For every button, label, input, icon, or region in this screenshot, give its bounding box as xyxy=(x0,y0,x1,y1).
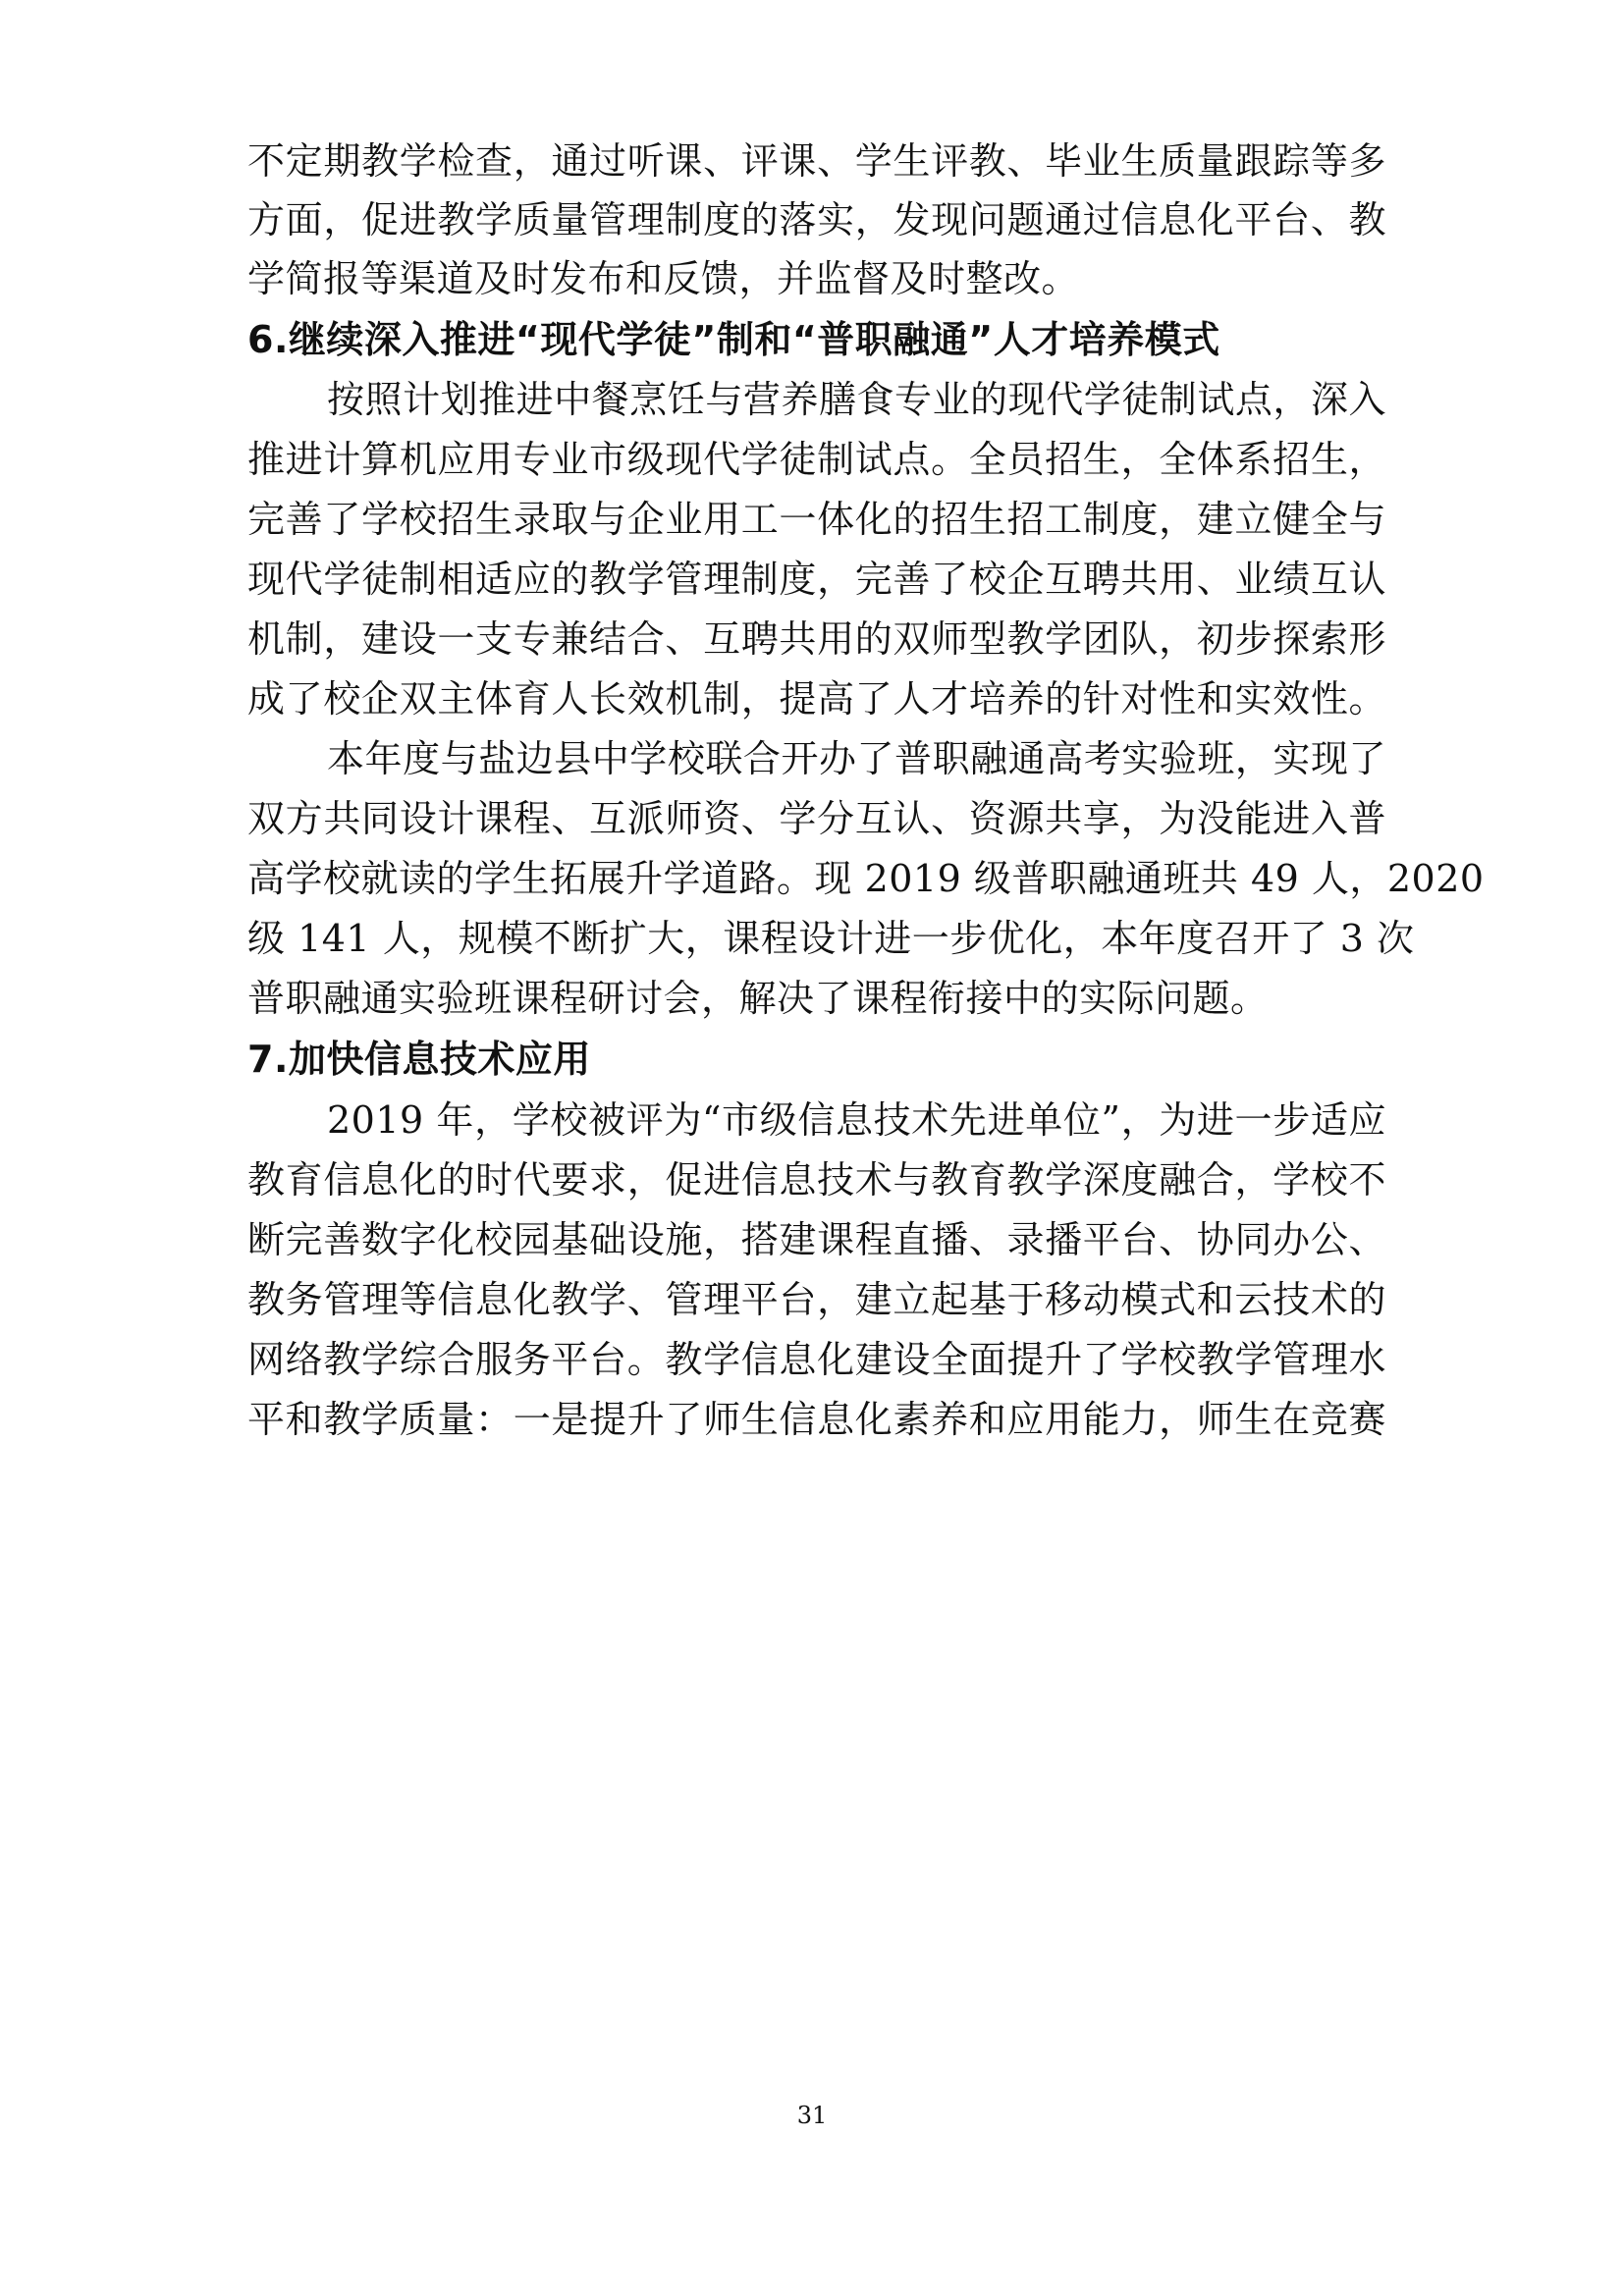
paragraph-line: 本年度与盐边县中学校联合开办了普职融通高考实验班，实现了 xyxy=(327,737,1386,780)
paragraph-line: 高学校就读的学生拓展升学道路。现 2019 级普职融通班共 49 人，2020 xyxy=(247,857,1485,900)
paragraph-line: 机制，建设一支专兼结合、互聘共用的双师型教学团队，初步探索形 xyxy=(247,617,1386,661)
paragraph-line: 按照计划推进中餐烹饪与营养膳食专业的现代学徒制试点，深入 xyxy=(327,378,1386,421)
paragraph-line: 教育信息化的时代要求，促进信息技术与教育教学深度融合，学校不 xyxy=(247,1158,1386,1201)
page-number: 31 xyxy=(796,2102,828,2129)
paragraph-line: 网络教学综合服务平台。教学信息化建设全面提升了学校教学管理水 xyxy=(247,1338,1386,1381)
paragraph-line: 成了校企双主体育人长效机制，提高了人才培养的针对性和实效性。 xyxy=(247,677,1386,721)
paragraph-line: 完善了学校招生录取与企业用工一体化的招生招工制度，建立健全与 xyxy=(247,498,1386,541)
paragraph-line: 2019 年，学校被评为“市级信息技术先进单位”，为进一步适应 xyxy=(327,1098,1386,1142)
paragraph-line: 断完善数字化校园基础设施，搭建课程直播、录播平台、协同办公、 xyxy=(247,1218,1386,1261)
paragraph-line: 普职融通实验班课程研讨会，解决了课程衔接中的实际问题。 xyxy=(247,977,1269,1020)
paragraph-line: 不定期教学检查，通过听课、评课、学生评教、毕业生质量跟踪等多 xyxy=(247,139,1386,183)
paragraph-line: 平和教学质量：一是提升了师生信息化素养和应用能力，师生在竞赛 xyxy=(247,1398,1386,1441)
paragraph-line: 双方共同设计课程、互派师资、学分互认、资源共享，为没能进入普 xyxy=(247,797,1386,840)
paragraph-line: 学简报等渠道及时发布和反馈，并监督及时整改。 xyxy=(247,257,1080,300)
paragraph-line: 教务管理等信息化教学、管理平台，建立起基于移动模式和云技术的 xyxy=(247,1278,1386,1321)
section-heading: 7.加快信息技术应用 xyxy=(247,1038,591,1081)
paragraph-line: 现代学徒制相适应的教学管理制度，完善了校企互聘共用、业绩互认 xyxy=(247,558,1386,601)
section-heading: 6.继续深入推进“现代学徒”制和“普职融通”人才培养模式 xyxy=(247,318,1220,361)
paragraph-line: 推进计算机应用专业市级现代学徒制试点。全员招生，全体系招生， xyxy=(247,438,1386,481)
paragraph-line: 级 141 人，规模不断扩大，课程设计进一步优化，本年度召开了 3 次 xyxy=(247,917,1415,960)
paragraph-line: 方面，促进教学质量管理制度的落实，发现问题通过信息化平台、教 xyxy=(247,198,1386,241)
